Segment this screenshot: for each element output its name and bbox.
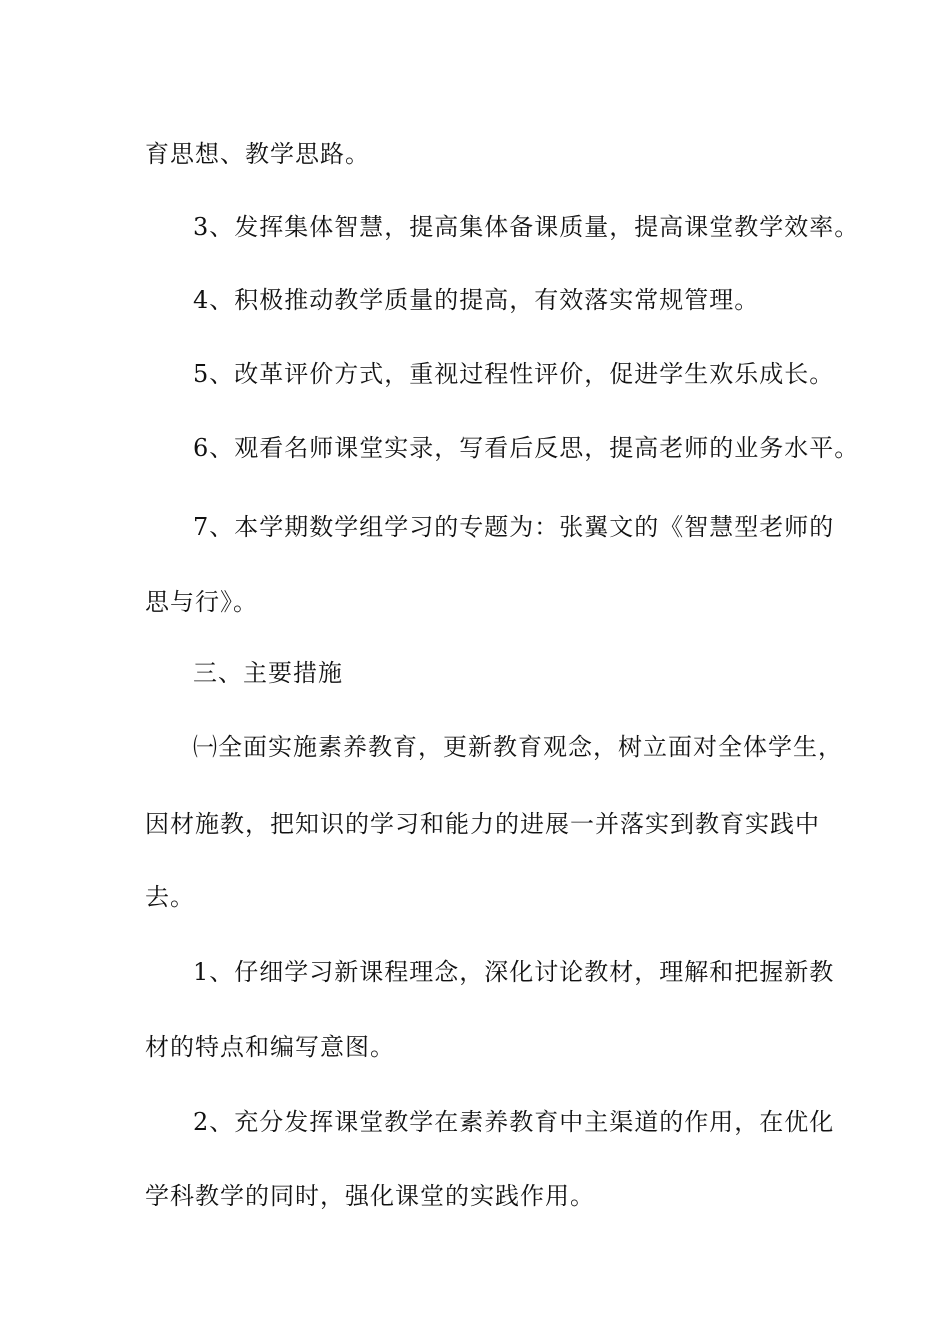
section-heading: 三、主要措施 bbox=[193, 659, 343, 687]
list-item: 2、充分发挥课堂教学在素养教育中主渠道的作用，在优化 bbox=[193, 1108, 835, 1136]
paragraph-line: ㈠全面实施素养教育，更新教育观念，树立面对全体学生， bbox=[193, 733, 843, 761]
paragraph-line: 因材施教，把知识的学习和能力的进展一并落实到教育实践中 bbox=[145, 810, 820, 838]
list-item: 4、积极推动教学质量的提高，有效落实常规管理。 bbox=[193, 286, 760, 314]
list-item: 6、观看名师课堂实录，写看后反思，提高老师的业务水平。 bbox=[193, 434, 860, 462]
list-item: 1、仔细学习新课程理念，深化讨论教材，理解和把握新教 bbox=[193, 958, 835, 986]
list-item: 7、本学期数学组学习的专题为：张翼文的《智慧型老师的 bbox=[193, 513, 835, 541]
list-item: 5、改革评价方式，重视过程性评价，促进学生欢乐成长。 bbox=[193, 360, 835, 388]
paragraph-line: 去。 bbox=[145, 883, 195, 911]
list-item: 3、发挥集体智慧，提高集体备课质量，提高课堂教学效率。 bbox=[193, 213, 860, 241]
text-line: 学科教学的同时，强化课堂的实践作用。 bbox=[145, 1182, 595, 1210]
text-line: 思与行》。 bbox=[145, 588, 258, 616]
text-line: 材的特点和编写意图。 bbox=[145, 1033, 395, 1061]
text-line: 育思想、教学思路。 bbox=[145, 140, 370, 168]
